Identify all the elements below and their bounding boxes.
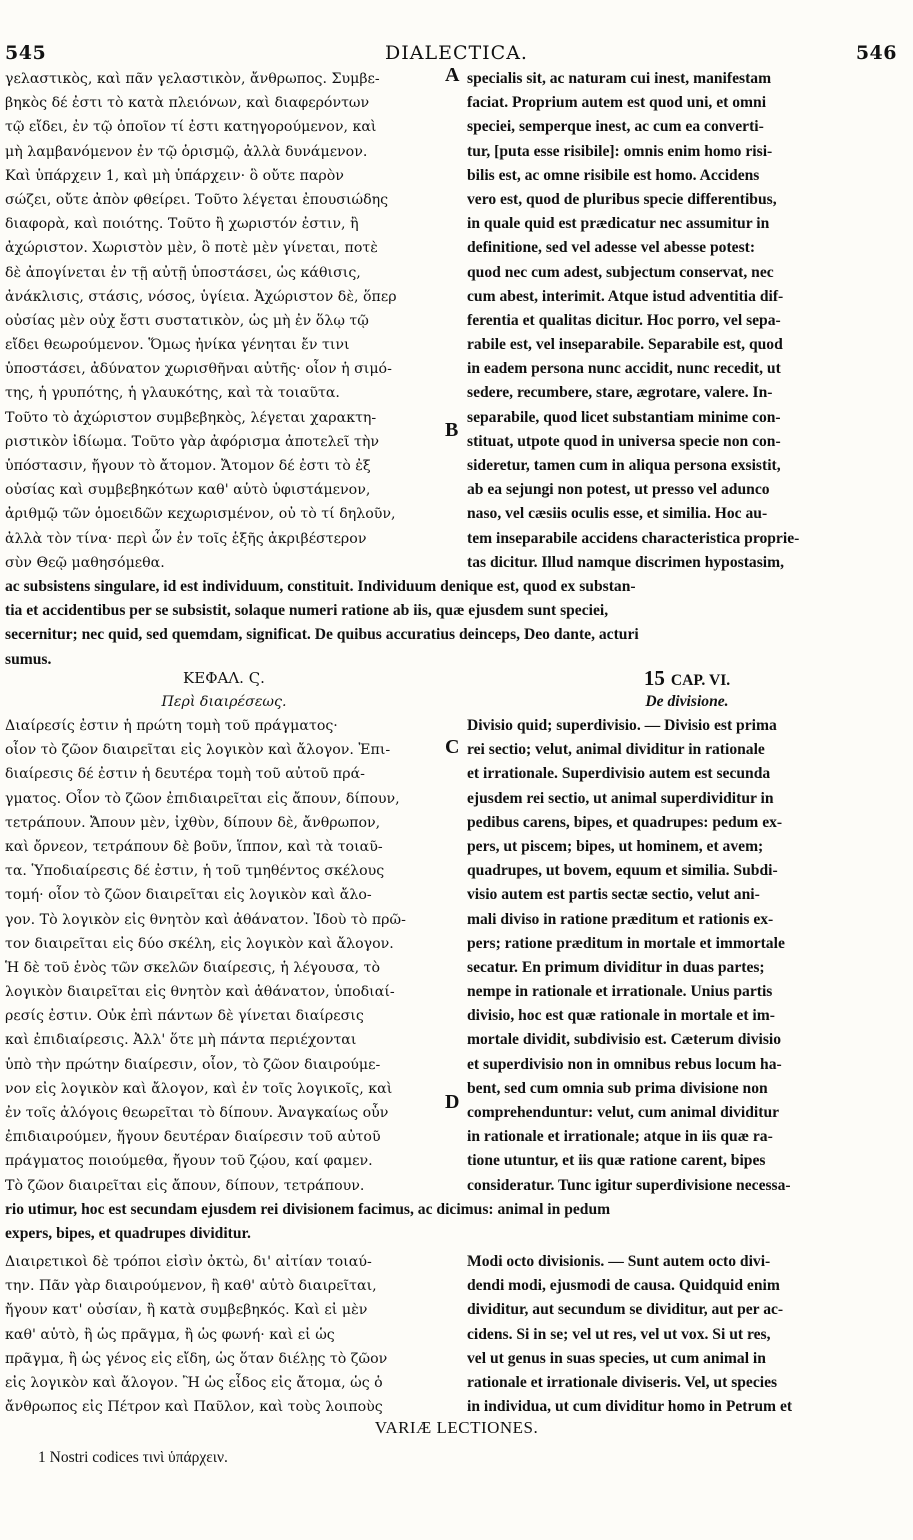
text-line: cum abest, interimit. Atque istud adventitia dif- xyxy=(467,287,784,305)
text-line: rationale et irrationale diviseris. Vel, ut species xyxy=(467,1373,778,1391)
text-line: βηκὸς δέ ἐστι τὸ κατὰ πλειόνων, καὶ διαφερόντων xyxy=(5,95,370,112)
text-line: sideretur, tamen cum in aliqua persona exsistit, xyxy=(467,457,781,474)
text-line: specialis sit, ac naturam cui inest, manifestam xyxy=(467,70,772,87)
text-line: τον διαιρεῖται εἰς δύο σκέλη, εἰς λογικὸν καὶ ἄλογον. xyxy=(5,935,394,952)
greek-column-top xyxy=(5,67,443,575)
text-line: καθ' αὑτὸ, ἢ ὡς πρᾶγμα, ἢ ὡς φωνή· καὶ εἰ ὡς xyxy=(5,1326,335,1343)
text-line: Divisio quid; superdivisio. — Divisio est prima xyxy=(467,717,777,734)
text-line: Καὶ ὑπάρχειν 1, καὶ μὴ ὑπάρχειν· ὃ οὔτε παρὸν xyxy=(5,167,344,184)
text-line: comprehenduntur: velut, cum animal dividitur xyxy=(467,1104,780,1121)
greek-chapter-number: ΚΕΦΑΛ. Ϛ. xyxy=(183,669,265,687)
text-line: vero est, quod de pluribus specie differentibus, xyxy=(467,190,777,208)
margin-marker-c: C xyxy=(445,736,460,758)
text-line: pers, ut piscem; bipes, ut hominem, et avem; xyxy=(467,837,764,855)
text-line: ἐπιδιαιρούμεν, ἤγουν δευτέραν διαίρεσιν τοῦ αὐτοῦ xyxy=(5,1129,381,1146)
text-line: speciei, semperque inest, ac cum ea converti- xyxy=(467,118,764,136)
text-line: et superdivisio non in omnibus rebus locum ha- xyxy=(467,1055,782,1073)
latin-chapter-title: De divisione. xyxy=(645,693,729,711)
text-line: ὑπὸ τὴν πρώτην διαίρεσιν, οἷον, τὸ ζῶον διαιρούμε- xyxy=(5,1056,381,1073)
text-line: sumus. xyxy=(5,650,52,668)
text-line: καὶ ὄρνεον, τετράπουν δὲ βοῦν, ἵππον, καὶ τὰ τοιαῦ- xyxy=(5,838,383,855)
text-line: pers; ratione præditum in mortale et immortale xyxy=(467,934,785,952)
text-line: Διαίρεσίς ἐστιν ἡ πρώτη τομὴ τοῦ πράγματος· xyxy=(5,718,338,734)
text-line: ἀχώριστον. Χωριστὸν μὲν, ὃ ποτὲ μὲν γίνεται, ποτὲ xyxy=(5,240,378,257)
text-line: διαίρεσις δέ ἐστιν ἡ δευτέρα τομὴ τοῦ αὐτοῦ πρά- xyxy=(5,766,365,783)
text-line: ἐν τοῖς ἀλόγοις θεωρεῖται τὸ δίπουν. Ἀναγκαίως οὖν xyxy=(5,1105,389,1121)
text-line: ἀλλὰ τὸν τίνα· περὶ ὧν ἐν τοῖς ἑξῆς ἀκριβέστερον xyxy=(5,530,367,547)
text-line: dividitur, aut secundum se dividitur, aut per ac- xyxy=(467,1301,784,1319)
text-line: δὲ ἀπογίνεται ἐν τῇ αὐτῇ ὑποστάσει, ὡς κάθισις, xyxy=(5,264,361,281)
text-line: καὶ ἐπιδιαίρεσις. Ἀλλ' ὅτε μὴ πάντα περιέχονται xyxy=(5,1032,357,1049)
text-line: ἤγουν κατ' οὐσίαν, ἢ κατὰ συμβεβηκός. Καὶ εἰ μὲν xyxy=(5,1302,368,1319)
text-line: consideratur. Tunc igitur superdivisione necessa- xyxy=(467,1176,791,1194)
text-line: ἄνθρωπος εἰς Πέτρον καὶ Παῦλον, καὶ τοὺς λοιποὺς xyxy=(5,1399,383,1416)
text-line: την. Πᾶν γὰρ διαιρούμενον, ἢ καθ' αὑτὸ διαιρεῖται, xyxy=(5,1278,377,1295)
text-line: stituat, utpote quod in universa specie non con- xyxy=(467,432,781,450)
text-line: tur, [puta esse risibile]: omnis enim homo risi- xyxy=(467,142,773,160)
text-line: naso, vel cæsiis oculis esse, et similia. Hoc au- xyxy=(467,505,768,523)
text-line: ferentia et qualitas dicitur. Hoc porro, vel sepa- xyxy=(467,311,781,329)
text-line: tione utuntur, et iis quæ ratione carent, bipes xyxy=(467,1152,766,1170)
text-line: rabile est, vel inseparabile. Separabile est, quod xyxy=(467,336,783,354)
text-line: nempe in rationale et irrationale. Unius partis xyxy=(467,983,773,1001)
text-line: in rationale et irrationale; atque in iis quæ ra- xyxy=(467,1128,773,1146)
greek-chapter-heading xyxy=(5,666,443,714)
latin-chapter-heading xyxy=(467,666,907,714)
text-line: οἷον τὸ ζῶον διαιρεῖται εἰς λογικὸν καὶ ἄλογον. Ἐπι- xyxy=(5,742,391,759)
text-line: separabile, quod licet substantiam minime con- xyxy=(467,408,781,426)
text-line: bent, sed cum omnia sub prima divisione non xyxy=(467,1079,768,1097)
latin-chapter-number xyxy=(467,666,907,690)
margin-number: 15 xyxy=(643,666,665,690)
text-line: ac subsistens singulare, id est individuum, constituit. Individuum denique est, quod ex substan- xyxy=(5,578,636,595)
text-line: dendi modi, ejusmodi de causa. Quidquid enim xyxy=(467,1277,780,1295)
text-line: bilis est, ac omne risibile est homo. Accidens xyxy=(467,166,760,184)
text-line: in quale quid est prædicatur nec assumitur in xyxy=(467,215,770,233)
text-line: definitione, sed vel adesse vel abesse potest: xyxy=(467,239,756,257)
greek-column-bottom xyxy=(5,1250,443,1419)
text-line: τῷ εἴδει, ἐν τῷ ὁποῖον τί ἐστι κατηγορούμενον, καὶ xyxy=(5,119,377,136)
text-line: sedere, recumbere, stare, ægrotare, valere. In- xyxy=(467,384,773,402)
latin-full-width-top xyxy=(5,575,907,672)
text-line: νον εἰς λογικὸν καὶ ἄλογον, καὶ ἐν τοῖς λογικοῖς, καὶ xyxy=(5,1080,393,1097)
latin-chapter-label: CAP. VI. xyxy=(670,672,731,689)
margin-marker-a: A xyxy=(445,64,460,86)
text-line: σὺν Θεῷ μαθησόμεθα. xyxy=(5,554,165,571)
text-line: quod nec cum adest, subjectum conservat, nec xyxy=(467,263,774,281)
text-line: rei sectio; velut, animal dividitur in rationale xyxy=(467,741,765,759)
text-line: pedibus carens, bipes, et quadrupes: pedum ex- xyxy=(467,813,783,831)
text-line: faciat. Proprium autem est quod uni, et omni xyxy=(467,94,767,112)
margin-marker-d: D xyxy=(445,1091,460,1113)
running-title: DIALECTICA. xyxy=(385,42,528,64)
text-line: Τὸ ζῶον διαιρεῖται εἰς ἄπουν, δίπουν, τετράπουν. xyxy=(5,1177,365,1194)
text-line: λογικὸν διαιρεῖται εἰς θνητὸν καὶ ἀθάνατον, ὑποδιαί- xyxy=(5,984,395,1001)
text-line: γον. Τὸ λογικὸν εἰς θνητὸν καὶ ἀθάνατον. Ἰδοὺ τὸ πρῶ- xyxy=(5,911,406,928)
latin-column-top xyxy=(467,67,907,575)
text-line: οὐσίας μὲν οὐχ ἔστι συστατικὸν, ὡς μὴ ἐν ὅλῳ τῷ xyxy=(5,312,369,329)
text-line: secernitur; nec quid, sed quemdam, significat. De quibus accuratius deinceps, Deo dante, acturi xyxy=(5,626,639,644)
text-line: Modi octo divisionis. — Sunt autem octo divi- xyxy=(467,1253,771,1270)
text-line: ἀνάκλισις, στάσις, νόσος, ὑγίεια. Ἀχώριστον δὲ, ὅπερ xyxy=(5,288,397,305)
text-line: τομή· οἷον τὸ ζῶον διαιρεῖται εἰς λογικὸν καὶ ἄλο- xyxy=(5,887,372,904)
text-line: γελαστικὸς, καὶ πᾶν γελαστικὸν, ἄνθρωπος. Συμβε- xyxy=(5,71,380,87)
text-line: ρεσίς ἐστιν. Οὐκ ἐπὶ πάντων δὲ γίνεται διαίρεσις xyxy=(5,1008,364,1025)
text-line: εἴδει θεωρούμενον. Ὅμως ἠνίκα γένηται ἔν τινι xyxy=(5,337,350,354)
variae-lectiones-heading: VARIÆ LECTIONES. xyxy=(374,1418,539,1437)
text-line: tem inseparabile accidens characteristica proprie- xyxy=(467,529,800,547)
text-line: εἰς λογικὸν καὶ ἄλογον. Ἢ ὡς εἶδος εἰς ἄτομα, ὡς ὁ xyxy=(5,1374,383,1391)
text-line: ὑποστάσει, ἀδύνατον χωρισθῆναι αὐτῆς· οἷον ἡ σιμό- xyxy=(5,361,392,378)
text-line: Διαιρετικοὶ δὲ τρόποι εἰσὶν ὀκτὼ, δι' αἰτίαν τοιαύ- xyxy=(5,1254,372,1270)
text-line: Ἡ δὲ τοῦ ἑνὸς τῶν σκελῶν διαίρεσις, ἡ λέγουσα, τὸ xyxy=(5,959,380,976)
text-line: mali diviso in ratione præditum et rationis ex- xyxy=(467,910,774,928)
text-line: in individua, ut cum dividitur homo in Petrum et xyxy=(467,1398,793,1416)
latin-column-middle xyxy=(467,714,907,1198)
text-line: et irrationale. Superdivisio autem est secunda xyxy=(467,765,771,783)
latin-column-bottom xyxy=(467,1250,907,1419)
text-line: πρᾶγμα, ἢ ὡς γένος εἰς εἴδη, ὡς ὅταν διέλῃς τὸ ζῶον xyxy=(5,1350,388,1367)
text-line: in eadem persona nunc accidit, nunc recedit, ut xyxy=(467,360,781,378)
text-line: secatur. En primum dividitur in duas partes; xyxy=(467,958,765,976)
text-line: vel ut genus in suas species, ut cum animal in xyxy=(467,1349,766,1367)
page-number-left: 545 xyxy=(5,42,47,64)
text-line: expers, bipes, et quadrupes dividitur. xyxy=(5,1225,251,1243)
footnote: 1 Nostri codices τινὶ ὑπάρχειν. xyxy=(38,1449,228,1466)
latin-full-width-middle xyxy=(5,1198,907,1246)
text-line: ριστικὸν ἰδίωμα. Τοῦτο γὰρ ἀφόρισμα ἀποτελεῖ τὴν xyxy=(5,433,380,450)
text-line: της, ἡ γρυπότης, ἡ γλαυκότης, καὶ τὰ τοιαῦτα. xyxy=(5,385,340,402)
text-line: mortale dividit, subdivisio est. Cæterum divisio xyxy=(467,1031,782,1049)
text-line: rio utimur, hoc est secundam ejusdem rei divisionem facimus, ac dicimus: animal in pedum xyxy=(5,1201,611,1218)
text-line: tas dicitur. Illud namque discrimen hypostasim, xyxy=(467,553,784,571)
text-line: ὑπόστασιν, ἤγουν τὸ ἄτομον. Ἄτομον δέ ἐστι τὸ ἐξ xyxy=(5,458,371,474)
text-line: tia et accidentibus per se subsistit, solaque numeri ratione ab iis, quæ ejusdem sunt speciei, xyxy=(5,602,609,620)
greek-column-middle xyxy=(5,714,443,1198)
text-line: διαφορὰ, καὶ ποιότης. Τοῦτο ἢ χωριστόν ἐστιν, ἢ xyxy=(5,216,359,233)
margin-marker-b: B xyxy=(445,419,459,441)
text-line: visio autem est partis sectæ sectio, velut ani- xyxy=(467,886,760,904)
text-line: ejusdem rei sectio, ut animal superdividitur in xyxy=(467,789,774,807)
greek-chapter-title: Περὶ διαιρέσεως. xyxy=(161,694,287,711)
page-number-right: 546 xyxy=(855,42,897,64)
text-line: cidens. Si in se; vel ut res, vel ut vox. Si ut res, xyxy=(467,1325,771,1343)
text-line: γματος. Οἷον τὸ ζῶον ἐπιδιαιρεῖται εἰς ἄπουν, δίπουν, xyxy=(5,790,400,807)
text-line: τα. Ὑποδιαίρεσις δέ ἐστιν, ἡ τοῦ τμηθέντος σκέλους xyxy=(5,863,385,880)
text-line: τετράπουν. Ἄπουν μὲν, ἰχθὺν, δίπουν δὲ, ἄνθρωπον, xyxy=(5,814,381,831)
text-line: πράγματος ποιούμεθα, ἤγουν τοῦ ζῴου, καί φαμεν. xyxy=(5,1153,373,1170)
text-line: μὴ λαμβανόμενον ἐν τῷ ὁρισμῷ, ἀλλὰ δυνάμενον. xyxy=(5,143,368,160)
text-line: ab ea sejungi non potest, ut presso vel adunco xyxy=(467,481,770,499)
text-line: οὐσίας καὶ συμβεβηκότων καθ' αὑτὸ ὑφιστάμενον, xyxy=(5,482,371,499)
text-line: quadrupes, ut bovem, equum et similia. Subdi- xyxy=(467,862,778,880)
text-line: divisio, hoc est quæ rationale in mortale et im- xyxy=(467,1007,775,1025)
text-line: Τοῦτο τὸ ἀχώριστον συμβεβηκὸς, λέγεται χαρακτη- xyxy=(5,409,377,426)
text-line: ἀριθμῷ τῶν ὁμοειδῶν κεχωρισμένον, οὐ τὸ τί δηλοῦν, xyxy=(5,506,396,523)
text-line: σώζει, οὔτε ἀπὸν φθείρει. Τοῦτο λέγεται ἐπουσιώδης xyxy=(5,191,389,208)
